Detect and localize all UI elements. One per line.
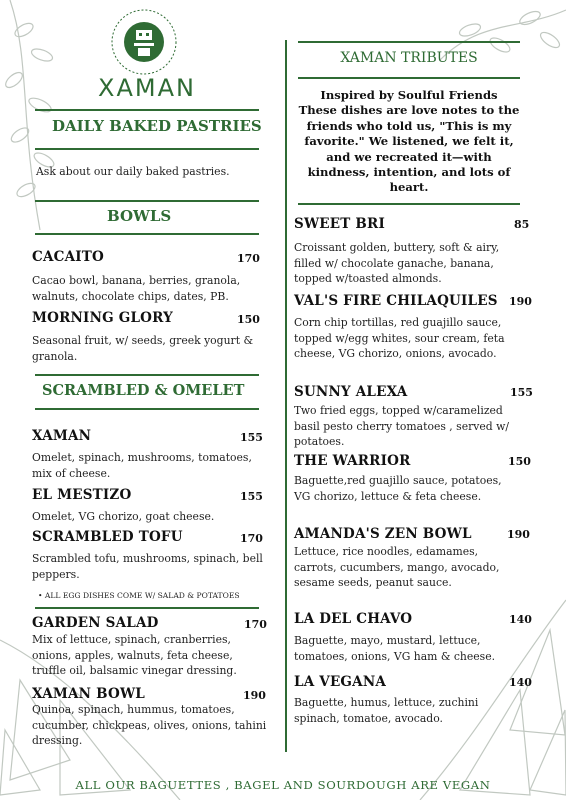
menu-item-desc: Omelet, VG chorizo, goat cheese. xyxy=(32,510,215,523)
divider xyxy=(35,200,259,202)
divider xyxy=(35,148,259,150)
menu-item-name: SUNNY ALEXA xyxy=(294,384,408,400)
menu-item-price: 140 xyxy=(509,613,532,626)
menu-item-price: 155 xyxy=(240,431,263,444)
menu-item-price: 190 xyxy=(507,528,530,541)
footer-note: ALL OUR BAGUETTES , BAGEL AND SOURDOUGH ARE VEGAN xyxy=(75,778,491,792)
menu-item-name: MORNING GLORY xyxy=(32,310,173,326)
menu-item-name: SCRAMBLED TOFU xyxy=(32,529,183,545)
brand-name: XAMAN xyxy=(98,74,196,102)
menu-item-price: 150 xyxy=(508,455,531,468)
divider xyxy=(35,408,259,410)
menu-item-name: CACAITO xyxy=(32,249,104,265)
egg-note: • ALL EGG DISHES COME W/ SALAD & POTATOES xyxy=(38,591,240,600)
menu-item-name: EL MESTIZO xyxy=(32,487,132,503)
tributes-intro: Inspired by Soulful Friends These dishes are love notes to the friends who told us, "This is my favorite." We listened, we felt it, and we recreated it—with kindness, intention, and lots of heart. xyxy=(298,88,520,195)
divider xyxy=(298,77,520,79)
menu-item-desc: Omelet, spinach, mushrooms, tomatoes, mix of cheese. xyxy=(32,451,252,480)
menu-item-name: SWEET BRI xyxy=(294,216,385,232)
menu-item-name: VAL'S FIRE CHILAQUILES xyxy=(294,293,498,309)
menu-item-name: THE WARRIOR xyxy=(294,453,411,469)
menu-item-desc: Baguette,red guajillo sauce, potatoes, VG chorizo, lettuce & feta cheese. xyxy=(294,474,502,503)
mayan-seal-icon xyxy=(110,8,178,76)
bowls-title: BOWLS xyxy=(107,207,172,225)
scrambled-title: SCRAMBLED & OMELET xyxy=(42,382,245,399)
menu-item-desc: Scrambled tofu, mushrooms, spinach, bell peppers. xyxy=(32,552,263,581)
divider xyxy=(298,41,520,43)
menu-item-price: 155 xyxy=(510,386,533,399)
menu-item-desc: Cacao bowl, banana, berries, granola, walnuts, chocolate chips, dates, PB. xyxy=(32,274,241,303)
menu-item-desc: Baguette, mayo, mustard, lettuce, tomatoes, onions, VG ham & cheese. xyxy=(294,634,496,663)
column-divider xyxy=(285,40,287,752)
menu-item-desc: Mix of lettuce, spinach, cranberries, onions, apples, walnuts, feta cheese, truffle oil, balsamic vinegar dressing. xyxy=(32,633,237,678)
divider xyxy=(35,109,259,111)
menu-item-desc: Seasonal fruit, w/ seeds, greek yogurt & granola. xyxy=(32,334,254,363)
menu-item-price: 155 xyxy=(240,490,263,503)
divider xyxy=(35,607,259,609)
menu-item-name: GARDEN SALAD xyxy=(32,615,159,631)
menu-item-desc: Baguette, humus, lettuce, zuchini spinach, tomatoe, avocado. xyxy=(294,696,479,725)
menu-item-desc: Corn chip tortillas, red guajillo sauce, topped w/egg whites, sour cream, feta cheese, VG chorizo, onions, avocado. xyxy=(294,316,505,361)
menu-item-name: AMANDA'S ZEN BOWL xyxy=(294,526,472,542)
menu-item-price: 170 xyxy=(244,618,267,631)
pastries-title: DAILY BAKED PASTRIES xyxy=(52,117,262,135)
menu-item-price: 190 xyxy=(243,689,266,702)
leaf-ornament-bottom-right-icon xyxy=(400,560,566,800)
menu-item-price: 190 xyxy=(509,295,532,308)
menu-item-desc: Quinoa, spinach, hummus, tomatoes, cucumber, chickpeas, olives, onions, tahini dressing. xyxy=(32,703,267,748)
menu-item-price: 140 xyxy=(509,676,532,689)
menu-item-name: LA DEL CHAVO xyxy=(294,611,413,627)
menu-item-desc: Lettuce, rice noodles, edamames, carrots, cucumbers, mango, avocado, sesame seeds, peanut sauce. xyxy=(294,545,500,590)
menu-item-price: 170 xyxy=(240,532,263,545)
egg-note-text: ALL EGG DISHES COME W/ SALAD & POTATOES xyxy=(44,591,240,600)
menu-item-name: XAMAN xyxy=(32,428,92,444)
menu-item-price: 150 xyxy=(237,313,260,326)
tributes-title: XAMAN TRIBUTES xyxy=(340,50,478,66)
menu-item-name: LA VEGANA xyxy=(294,674,387,690)
menu-item-desc: Two fried eggs, topped w/caramelized basil pesto cherry tomatoes , served w/ potatoes. xyxy=(294,404,509,449)
menu-item-desc: Croissant golden, buttery, soft & airy, filled w/ chocolate ganache, banana, topped w/toasted almonds. xyxy=(294,241,500,286)
pastries-note: Ask about our daily baked pastries. xyxy=(36,165,230,178)
divider xyxy=(35,233,259,235)
divider xyxy=(35,374,259,376)
divider xyxy=(298,203,520,205)
menu-item-price: 85 xyxy=(514,218,530,231)
menu-item-price: 170 xyxy=(237,252,260,265)
menu-item-name: XAMAN BOWL xyxy=(32,686,145,702)
